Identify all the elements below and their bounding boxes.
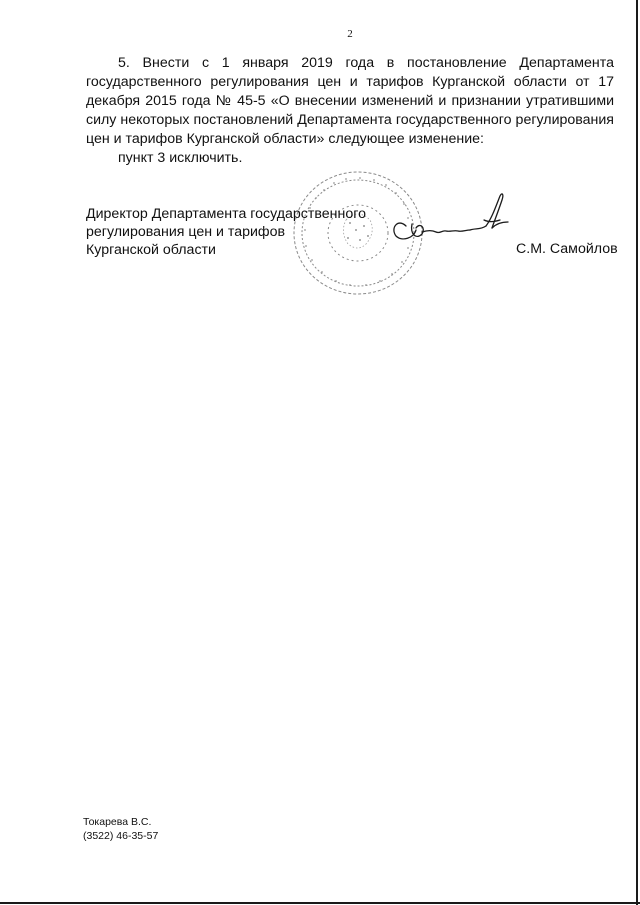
page-number: 2	[347, 28, 353, 40]
signatory-title-line: регулирования цен и тарифов	[86, 224, 286, 240]
executor-name: Токарева В.С.	[83, 816, 152, 828]
paragraph-amendment: пункт 3 исключить.	[118, 150, 243, 166]
scan-edge-right	[636, 0, 638, 905]
scan-edge-bottom	[0, 902, 640, 904]
paragraph-item-5: 5. Внести с 1 января 2019 года в постановление Департамента государственного регулирования цен и тарифов Курганской области от 17 декабря 2015 года № 45-5 «О внесении изменений и признании утратившими силу некоторых постановлений Департамента государственного регулирования цен и тарифов Курганской области» следующее изменение:	[86, 55, 614, 147]
signatory-title-line: Директор Департамента государственного	[86, 206, 366, 222]
executor-footer	[83, 815, 158, 843]
document-body	[86, 54, 614, 168]
signatory-name: С.М. Самойлов	[516, 241, 618, 257]
executor-phone: (3522) 46-35-57	[83, 830, 159, 842]
signatory-title-line: Курганской области	[86, 242, 216, 258]
